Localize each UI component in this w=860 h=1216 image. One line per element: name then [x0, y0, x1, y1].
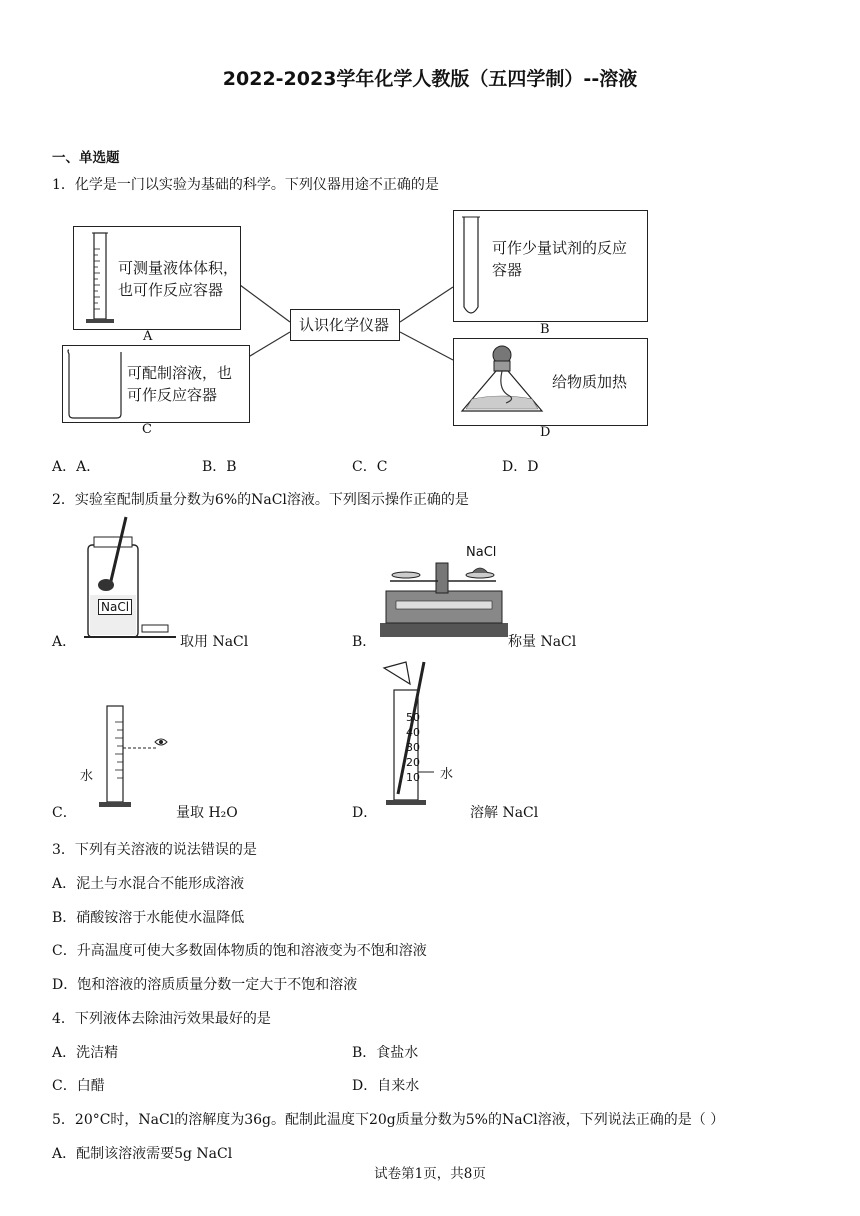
cylinder-tick-10: 10 [406, 771, 420, 784]
q5-option-a: A．配制该溶液需要5g NaCl [52, 1146, 233, 1162]
q2-caption-a: 取用 NaCl [180, 634, 249, 650]
cylinder-tick-30: 30 [406, 741, 420, 754]
box-c-line2: 可作反应容器 [127, 386, 218, 404]
cylinder-tick-50: 50 [406, 711, 420, 724]
q4-option-b: B．食盐水 [352, 1045, 419, 1061]
balance-label: NaCl [466, 545, 497, 560]
alcohol-lamp-icon [458, 339, 548, 423]
box-c-line1: 可配制溶液，也 [127, 364, 233, 382]
question-4-stem: 4．下列液体去除油污效果最好的是 [52, 1011, 271, 1027]
center-label: 认识化学仪器 [299, 316, 390, 334]
box-c-letter: C [142, 422, 152, 437]
reagent-jar-icon [80, 515, 180, 645]
box-d-letter: D [540, 425, 551, 440]
box-b-letter: B [540, 322, 550, 337]
water-label-c: 水 [80, 769, 94, 784]
q2-caption-c: 量取 H₂O [176, 805, 238, 821]
cylinder-tick-40: 40 [406, 726, 420, 739]
center-label-box [290, 309, 400, 341]
box-b-test-tube [453, 210, 648, 322]
box-a-line2: 也可作反应容器 [118, 281, 224, 299]
q2-option-c-letter: C． [52, 805, 77, 821]
q3-option-a: A．泥土与水混合不能形成溶液 [52, 876, 245, 892]
test-tube-icon [458, 215, 488, 319]
q1-option-d: D．D [502, 459, 539, 475]
q4-option-d: D．自来水 [352, 1078, 420, 1094]
measuring-cylinder-icon [95, 702, 185, 812]
question-3-stem: 3．下列有关溶液的说法错误的是 [52, 842, 257, 858]
q2-caption-b: 称量 NaCl [508, 634, 577, 650]
cylinder-tick-20: 20 [406, 756, 420, 769]
q4-option-a: A．洗洁精 [52, 1045, 119, 1061]
q2-caption-d: 溶解 NaCl [470, 805, 539, 821]
page-title: 2022-2023学年化学人教版（五四学制）--溶液 [222, 68, 638, 90]
q2-option-b-letter: B． [352, 634, 377, 650]
water-label-d: 水 [440, 767, 454, 782]
beaker-icon [65, 348, 125, 420]
question-2-stem: 2．实验室配制质量分数为6%的NaCl溶液。下列图示操作正确的是 [52, 492, 469, 508]
q1-option-a: A．A． [52, 459, 101, 475]
box-a-letter: A [143, 329, 153, 344]
dissolving-cylinder-icon [380, 660, 460, 810]
box-c-beaker [62, 345, 250, 423]
section-heading: 一、单选题 [52, 150, 120, 166]
question-5-stem: 5．20°C时，NaCl的溶解度为36g。配制此温度下20g质量分数为5%的NaCl溶液，下列说法正确的是（ ） [52, 1112, 725, 1128]
box-d-alcohol-lamp [453, 338, 648, 426]
q1-option-c: C．C [352, 459, 388, 475]
q1-option-b: B．B [202, 459, 237, 475]
balance-icon [376, 545, 516, 645]
question-1-stem: 1．化学是一门以实验为基础的科学。下列仪器用途不正确的是 [52, 177, 439, 193]
q3-option-d: D．饱和溶液的溶质质量分数一定大于不饱和溶液 [52, 977, 358, 993]
q2-option-d-letter: D． [352, 805, 378, 821]
jar-label: NaCl [98, 599, 132, 615]
q4-option-c: C．白醋 [52, 1078, 105, 1094]
box-b-line1: 可作少量试剂的反应 [492, 239, 628, 257]
q3-option-c: C．升高温度可使大多数固体物质的饱和溶液变为不饱和溶液 [52, 943, 427, 959]
box-d-line1: 给物质加热 [552, 373, 628, 391]
page-footer: 试卷第1页，共8页 [374, 1166, 486, 1182]
box-a-line1: 可测量液体体积， [118, 259, 239, 277]
box-b-line2: 容器 [492, 261, 523, 279]
graduated-cylinder-icon [82, 229, 122, 329]
q3-option-b: B．硝酸铵溶于水能使水温降低 [52, 910, 245, 926]
box-a-graduated-cylinder [73, 226, 241, 330]
q2-option-a-letter: A． [52, 634, 77, 650]
